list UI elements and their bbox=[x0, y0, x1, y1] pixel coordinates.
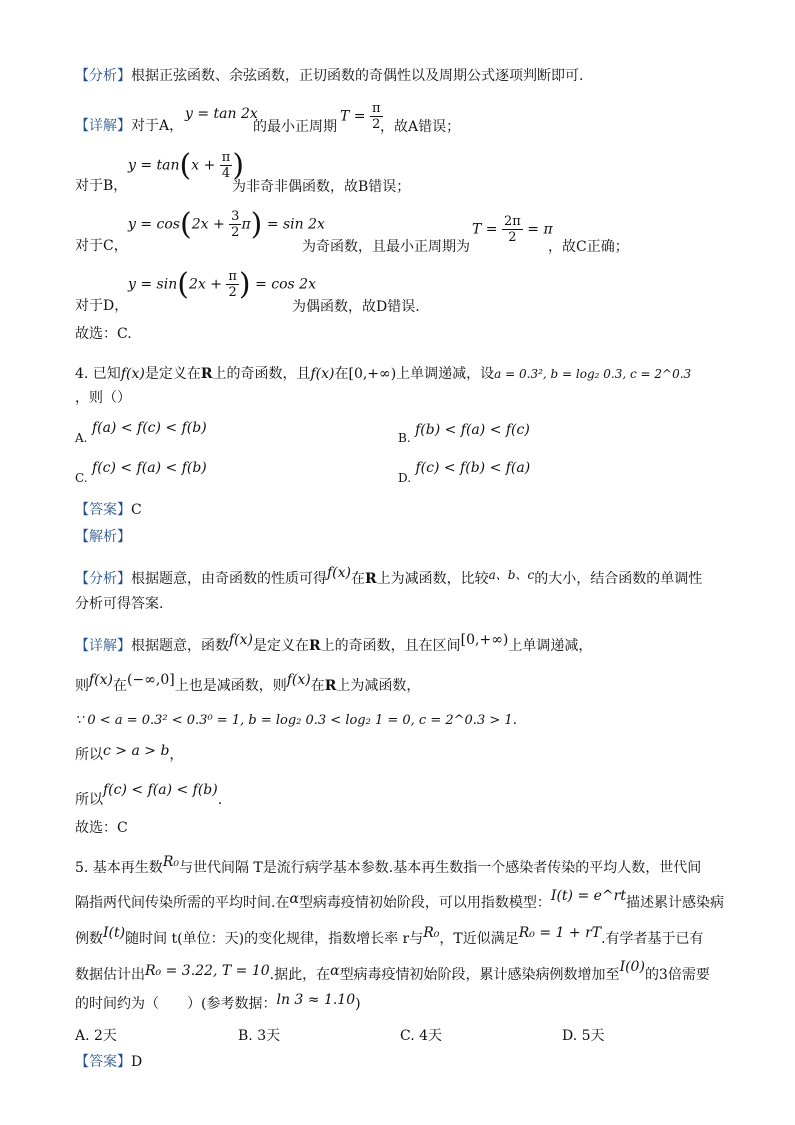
left-paren: ( bbox=[180, 207, 192, 242]
q4-number: 4. 已知 bbox=[75, 366, 121, 382]
text: .有学者基于已有 bbox=[601, 931, 704, 947]
q5-line4 bbox=[75, 959, 710, 985]
It: I(t) bbox=[103, 925, 126, 941]
q4-analysis-line2: 分析可得答案. bbox=[75, 596, 164, 612]
denominator: 4 bbox=[221, 166, 231, 181]
numerator: π bbox=[228, 269, 237, 284]
d-function bbox=[128, 267, 316, 302]
q4-option-a[interactable] bbox=[75, 420, 207, 446]
expr: f(a) < f(c) < f(b) bbox=[91, 420, 207, 436]
c-inner: 2x + bbox=[191, 216, 225, 233]
text: 型病毒疫情初始阶段，可以用指数模型： bbox=[298, 895, 551, 911]
R0: R₀ bbox=[423, 925, 440, 941]
text: 则 bbox=[75, 678, 89, 694]
c-prefix: 对于C， bbox=[75, 238, 128, 254]
three-halves bbox=[229, 209, 241, 240]
q4-because-line bbox=[75, 710, 517, 731]
real-set: R bbox=[365, 571, 377, 587]
b-prefix: 对于B， bbox=[75, 178, 128, 194]
text: 根据题意，函数 bbox=[131, 638, 229, 654]
d-prefix: 对于D， bbox=[75, 298, 129, 314]
fx: f(x) bbox=[327, 565, 352, 581]
text: 上为减函数，比较 bbox=[376, 571, 489, 587]
R0: R₀ bbox=[162, 854, 179, 870]
text: 在 bbox=[334, 366, 349, 382]
analysis-tag: 【分析】 bbox=[75, 571, 131, 587]
text: ，T近似满足 bbox=[439, 931, 519, 947]
numerator: π bbox=[371, 101, 381, 116]
text: 的大小，结合函数的单调性 bbox=[534, 571, 703, 587]
text: 随时间 t(单位：天)的变化规律，指数增长率 r与 bbox=[125, 931, 424, 947]
b-lhs: y = tan bbox=[128, 157, 180, 174]
real-set: R bbox=[200, 366, 213, 382]
interval: [0,+∞) bbox=[460, 632, 509, 648]
expr: f(c) < f(a) < f(b) bbox=[92, 460, 207, 476]
text: 的时间约为（ ）(参考数据： bbox=[75, 996, 277, 1012]
c-eq-pi: = π bbox=[527, 221, 553, 238]
fx: f(x) bbox=[286, 672, 311, 688]
right-paren: ) bbox=[238, 267, 251, 302]
text: 5. 基本再生数 bbox=[75, 860, 163, 876]
left-paren: ( bbox=[177, 267, 189, 302]
model: I(t) = e^rt bbox=[550, 888, 626, 904]
d-end: 为偶函数，故D错误. bbox=[292, 299, 420, 315]
fx: f(x) bbox=[120, 366, 145, 382]
c-function bbox=[128, 207, 325, 242]
abc: a、b、c bbox=[488, 568, 535, 582]
text: 例数 bbox=[75, 931, 103, 947]
ln3: ln 3 ≈ 1.10 bbox=[276, 992, 356, 1008]
text: 所以 bbox=[75, 792, 103, 808]
q5-option-c[interactable]: C. 4天 bbox=[400, 1028, 443, 1044]
d-rhs: = cos 2x bbox=[255, 276, 316, 293]
text: 隔指两代间传染所需的平均时间.在 bbox=[75, 895, 290, 911]
denominator: 2 bbox=[508, 230, 517, 245]
text: 在 bbox=[113, 678, 128, 694]
numerator: π bbox=[221, 150, 231, 165]
expr: f(c) < f(b) < f(a) bbox=[415, 460, 531, 476]
c-end: ，故C正确； bbox=[548, 239, 629, 255]
q4-result-line bbox=[75, 782, 223, 810]
c-rhs: = sin 2x bbox=[266, 216, 325, 233]
p3-answer: 故选：C. bbox=[75, 326, 132, 342]
text: ) bbox=[355, 996, 361, 1012]
q4-jiexi bbox=[75, 527, 131, 547]
neg-interval: (−∞,0] bbox=[127, 672, 175, 688]
q5-option-d[interactable]: D. 5天 bbox=[562, 1028, 605, 1044]
because-chain: ∵ 0 < a = 0.3² < 0.3⁰ = 1, b = log₂ 0.3 < log₂ 1 = 0, c = 2^0.3 > 1 bbox=[75, 713, 513, 728]
label: C. bbox=[75, 471, 88, 485]
answer-tag: 【答案】 bbox=[75, 1054, 131, 1070]
a-end: ，故A错误； bbox=[380, 119, 461, 135]
explanation-tag: 【解析】 bbox=[75, 529, 131, 545]
comma: ， bbox=[169, 747, 184, 763]
q5-option-b[interactable]: B. 3天 bbox=[238, 1028, 281, 1044]
d-lhs: y = sin bbox=[128, 276, 178, 293]
c-lhs: y = cos bbox=[128, 216, 180, 233]
pi-over-2 bbox=[226, 269, 239, 300]
I0: I(0) bbox=[619, 959, 645, 975]
q4-answer bbox=[75, 500, 142, 520]
text: 是定义在 bbox=[144, 366, 201, 382]
q5-line2 bbox=[75, 888, 724, 913]
denominator: 2 bbox=[228, 285, 237, 300]
c-pi: π bbox=[241, 216, 251, 233]
alpha: α bbox=[289, 891, 299, 907]
p3-detail-a-line bbox=[75, 116, 183, 136]
text: 上的奇函数，且 bbox=[212, 366, 311, 382]
two-pi-over-two bbox=[502, 214, 523, 245]
fx: f(x) bbox=[310, 366, 335, 382]
q4-order-line bbox=[75, 745, 183, 765]
q4-detail-line2 bbox=[75, 672, 421, 696]
text: 根据题意，由奇函数的性质可得 bbox=[131, 571, 327, 587]
real-set: R bbox=[309, 638, 321, 654]
text: 型病毒疫情初始阶段，累计感染病例数增加至 bbox=[339, 967, 620, 983]
b-end: 为非奇非偶函数，故B错误； bbox=[232, 179, 411, 195]
denominator: 2 bbox=[231, 225, 240, 240]
detail-tag: 【详解】 bbox=[75, 118, 131, 134]
text: 描述累计感染病 bbox=[625, 895, 724, 911]
q4-stem-line1 bbox=[75, 364, 691, 384]
denominator: 2 bbox=[372, 117, 381, 132]
text: 在 bbox=[310, 678, 325, 694]
text: 上单调递减， bbox=[508, 638, 593, 654]
text: 与世代间隔 T是流行病学基本参数.基本再生数指一个感染者传染的平均人数，世代间 bbox=[178, 860, 702, 876]
label: A. bbox=[75, 431, 88, 445]
text: 的3倍需要 bbox=[644, 967, 710, 983]
numerator: 3 bbox=[231, 209, 240, 224]
q4-option-d[interactable] bbox=[398, 460, 531, 486]
text: 上也是减函数，则 bbox=[174, 678, 287, 694]
relation: R₀ = 1 + rT bbox=[518, 925, 602, 941]
c-T: T = bbox=[472, 221, 498, 238]
interval: [0,+∞) bbox=[348, 366, 397, 382]
left-paren: ( bbox=[179, 148, 192, 183]
q5-line1 bbox=[75, 854, 702, 878]
expr: f(b) < f(a) < f(c) bbox=[415, 422, 530, 438]
answer-value: C bbox=[131, 502, 142, 518]
numerator: 2π bbox=[503, 214, 521, 229]
pi-over-4 bbox=[220, 150, 233, 181]
answer-tag: 【答案】 bbox=[75, 502, 131, 518]
fx: f(x) bbox=[89, 672, 114, 688]
detail-tag: 【详解】 bbox=[75, 638, 131, 654]
text: .据此，在 bbox=[269, 967, 331, 983]
c-mid: 为奇函数，且最小正周期为 bbox=[302, 239, 470, 255]
text: 上的奇函数，且在区间 bbox=[320, 638, 461, 654]
fx: f(x) bbox=[229, 632, 254, 648]
d-inner: 2x + bbox=[188, 276, 222, 293]
real-set: R bbox=[324, 678, 337, 694]
text: 数据估计出 bbox=[75, 967, 145, 983]
right-paren: ) bbox=[250, 207, 263, 242]
q4-analysis-line1 bbox=[75, 565, 703, 589]
q5-answer bbox=[75, 1052, 142, 1072]
answer-value: D bbox=[131, 1054, 143, 1070]
analysis-tag: 【分析】 bbox=[75, 68, 131, 84]
p3-analysis-line bbox=[75, 66, 583, 86]
b-function bbox=[128, 148, 244, 183]
text: 上为减函数， bbox=[336, 678, 421, 694]
text: 是定义在 bbox=[253, 638, 310, 654]
q5-option-a[interactable]: A. 2天 bbox=[75, 1028, 117, 1044]
text: 上单调递减，设 bbox=[396, 366, 495, 382]
text: 所以 bbox=[75, 747, 103, 763]
result: f(c) < f(a) < f(b) bbox=[103, 782, 218, 798]
a-T: T = bbox=[340, 108, 366, 125]
a-function: y = tan 2x bbox=[185, 106, 258, 122]
b-x: x + bbox=[191, 157, 216, 174]
q4-final: 故选：C bbox=[75, 820, 128, 836]
q4-option-b[interactable] bbox=[398, 422, 530, 446]
period: . bbox=[512, 712, 518, 728]
estimate: R₀ = 3.22, T = 10 bbox=[145, 963, 270, 979]
q5-line3 bbox=[75, 925, 704, 949]
alpha: α bbox=[330, 963, 340, 979]
text: 在 bbox=[351, 571, 366, 587]
a-mid-text: 的最小正周期 bbox=[253, 119, 337, 135]
c-period bbox=[472, 214, 553, 245]
period: . bbox=[217, 792, 223, 808]
right-paren: ) bbox=[232, 148, 245, 183]
label: D. bbox=[398, 471, 412, 485]
q4-detail-line1 bbox=[75, 632, 593, 656]
cab-order: c > a > b bbox=[103, 743, 170, 759]
analysis-text: 根据正弦函数、余弦函数，正切函数的奇偶性以及周期公式逐项判断即可. bbox=[131, 68, 584, 84]
q4-stem-line2: ，则（） bbox=[75, 390, 131, 406]
abc-definition: a = 0.3², b = log₂ 0.3, c = 2^0.3 bbox=[494, 367, 692, 381]
a-period bbox=[340, 101, 383, 132]
q4-option-c[interactable] bbox=[75, 460, 207, 486]
q5-line5 bbox=[75, 994, 361, 1014]
a-prefix: 对于A， bbox=[131, 118, 184, 134]
label: B. bbox=[398, 431, 411, 445]
